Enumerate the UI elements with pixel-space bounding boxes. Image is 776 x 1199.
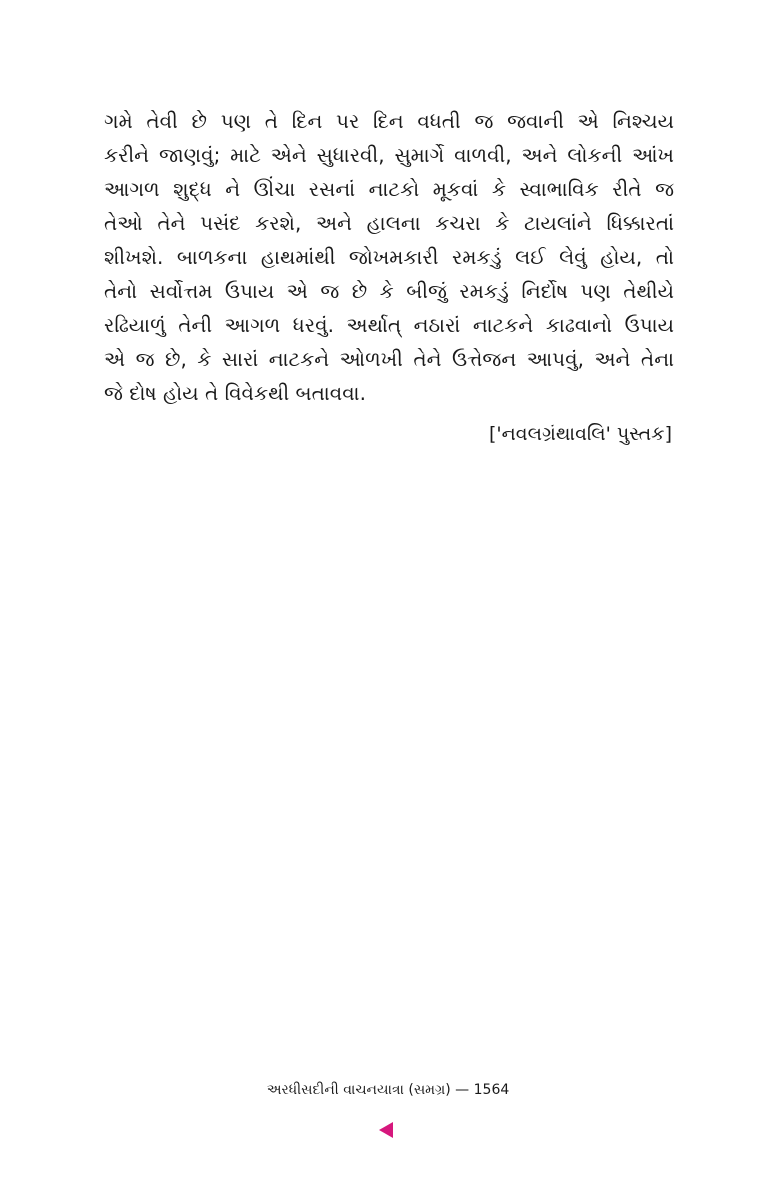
- text-line: રઢિયાળું તેની આગળ ધરવું. અર્થાત્ નઠારાં નાટકને કાઢવાનો ઉપાય: [104, 313, 674, 337]
- text-line: જે દોષ હોય તે વિવેકથી બતાવવા.: [104, 381, 366, 405]
- text-line: તેનો સર્વોત્તમ ઉપાય એ જ છે કે બીજું રમકડું નિર્દોષ પણ તેથીયે: [104, 279, 674, 303]
- text-line: ગમે તેવી છે પણ તે દિન પર દિન વધતી જ જવાની એ નિશ્ચય: [104, 109, 674, 133]
- text-line: આગળ શુદ્ધ ને ઊંચા રસનાં નાટકો મૂકવાં કે સ્વાભાવિક રીતે જ: [104, 177, 674, 201]
- page-footer: અરધીસદીની વાચનયાત્રા (સમગ્ર) — 1564: [266, 1082, 510, 1098]
- body-text: [104, 104, 674, 410]
- text-line: શીખશે. બાળકના હાથમાંથી જોખમકારી રમકડું લઈ લેવું હોય, તો: [104, 245, 674, 269]
- text-line: એ જ છે, કે સારાં નાટકને ઓળખી તેને ઉત્તેજન આપવું, અને તેના: [104, 347, 674, 371]
- source-attribution: ['નવલગ્રંથાવલિ' પુસ્તક]: [488, 423, 672, 445]
- text-line: તેઓ તેને પસંદ કરશે, અને હાલના કચરા કે ટાયલાંને ધિક્કારતાં: [104, 211, 674, 235]
- text-line: કરીને જાણવું; માટે એને સુધારવી, સુમાર્ગે વાળવી, અને લોકની આંખ: [104, 143, 674, 167]
- left-triangle-icon[interactable]: [379, 1122, 393, 1138]
